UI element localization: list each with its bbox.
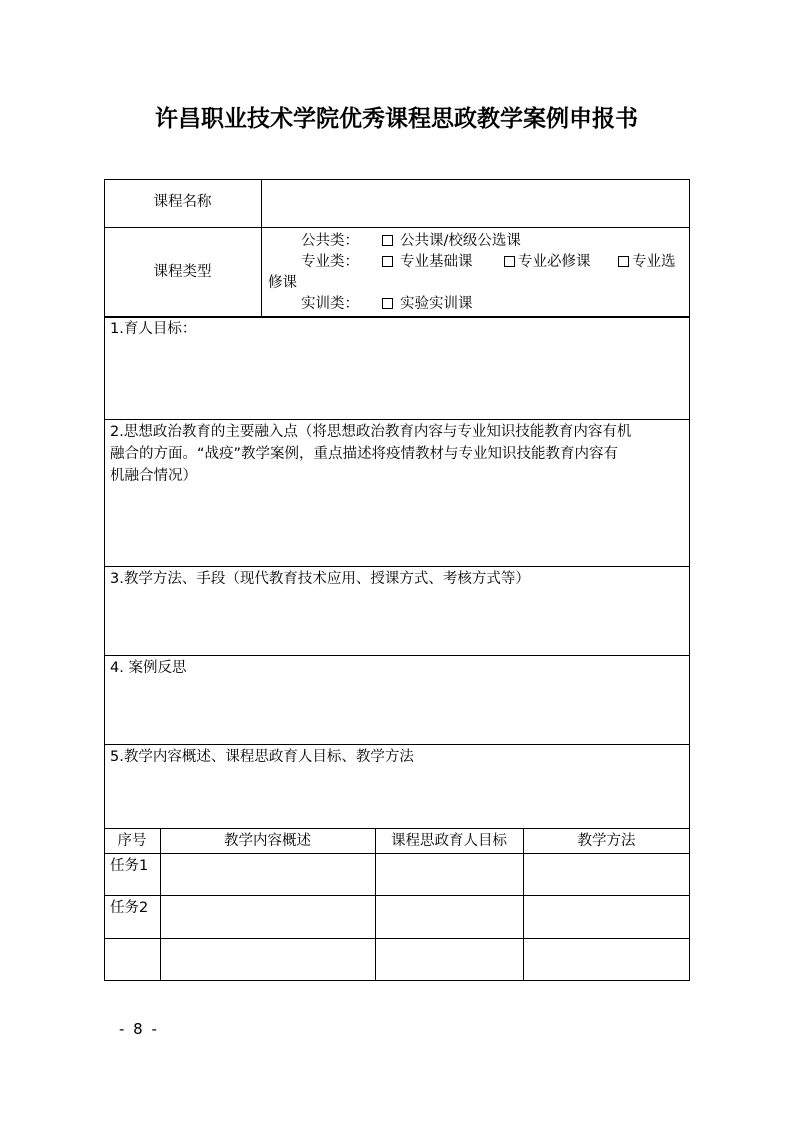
table-cell[interactable]	[381, 940, 517, 963]
practice-option[interactable]: 实验实训课	[382, 293, 473, 316]
major-option-basic[interactable]: 专业基础课	[382, 251, 473, 274]
section-content-overview: 5.教学内容概述、课程思政育人目标、教学方法	[110, 749, 414, 765]
table-row-index: 任务1	[110, 858, 149, 874]
major-option-elective[interactable]: 专业选	[618, 251, 676, 274]
course-name-label: 课程名称	[153, 194, 212, 210]
section-case-reflection: 4. 案例反思	[110, 660, 187, 676]
header-goal: 课程思政育人目标	[391, 833, 507, 849]
table-cell[interactable]	[381, 855, 517, 878]
header-method: 教学方法	[577, 833, 636, 849]
public-option[interactable]: 公共课/校级公选课	[382, 230, 521, 253]
table-cell[interactable]	[529, 940, 684, 963]
section-integration-points-line3: 机融合情况）	[110, 468, 197, 484]
table-cell[interactable]	[166, 855, 369, 878]
course-name-value[interactable]	[268, 191, 683, 214]
table-cell[interactable]	[166, 940, 369, 963]
page-title: 许昌职业技术学院优秀课程思政教学案例申报书	[155, 105, 638, 132]
table-cell[interactable]	[529, 855, 684, 878]
section-education-goals: 1.育人目标：	[110, 321, 197, 337]
public-category-label: 公共类：	[301, 233, 359, 249]
content-table	[104, 317, 690, 981]
checkbox-icon[interactable]	[382, 235, 393, 246]
table-row-index: 任务2	[110, 900, 149, 916]
table-cell[interactable]	[381, 897, 517, 920]
header-content: 教学内容概述	[224, 833, 311, 849]
section-integration-points-line1: 2.思想政治教育的主要融入点（将思想政治教育内容与专业知识技能教育内容有机	[110, 424, 632, 440]
checkbox-icon[interactable]	[382, 256, 393, 267]
checkbox-icon[interactable]	[618, 256, 629, 267]
practice-category-label: 实训类：	[301, 296, 359, 312]
checkbox-icon[interactable]	[382, 298, 393, 309]
course-type-label: 课程类型	[153, 264, 212, 280]
major-option-required[interactable]: 专业必修课	[504, 251, 591, 274]
major-category-label: 专业类：	[301, 254, 359, 270]
header-index: 序号	[117, 833, 147, 849]
table-cell[interactable]	[529, 897, 684, 920]
major-option-elective-wrap: 修课	[268, 275, 297, 291]
table-cell[interactable]	[166, 897, 369, 920]
section-teaching-methods: 3.教学方法、手段（现代教育技术应用、授课方式、考核方式等）	[110, 571, 530, 587]
checkbox-icon[interactable]	[504, 256, 515, 267]
section-integration-points-line2: 融合的方面。“战疫”教学案例，重点描述将疫情教材与专业知识技能教育内容有	[110, 446, 619, 462]
page-number: - 8 -	[119, 1020, 159, 1038]
